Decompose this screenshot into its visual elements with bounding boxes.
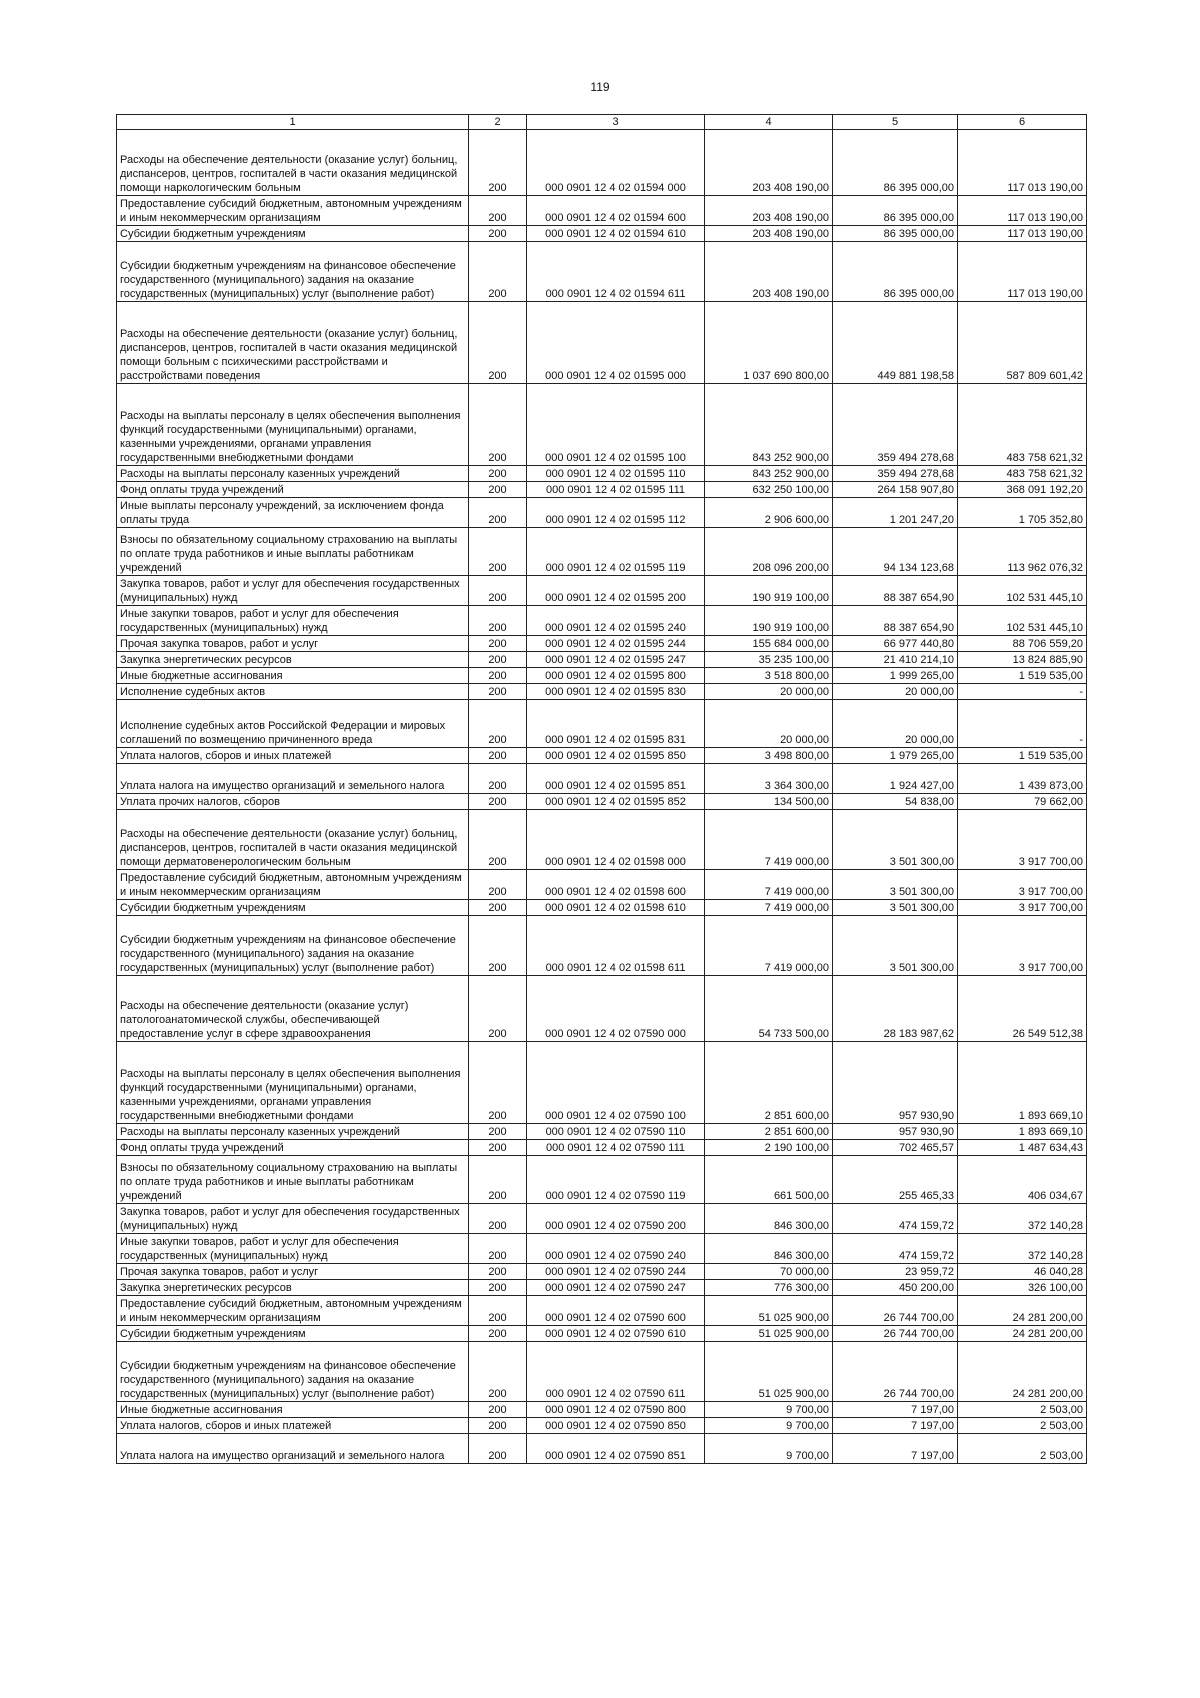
row-value-col4: 661 500,00 bbox=[705, 1156, 833, 1204]
row-name: Расходы на выплаты персоналу в целях обеспечения выполнения функций государственными (муниципальными) органами, казенными учреждениями, органами управления государственными внебюджетными фондами bbox=[117, 384, 469, 466]
row-name: Предоставление субсидий бюджетным, автономным учреждениям и иным некоммерческим организациям bbox=[117, 1296, 469, 1326]
row-admin-code: 200 bbox=[469, 466, 527, 482]
row-budget-code: 000 0901 12 4 02 01595 200 bbox=[527, 576, 705, 606]
column-header: 1 bbox=[117, 115, 469, 130]
row-value-col4: 203 408 190,00 bbox=[705, 226, 833, 242]
row-name: Иные закупки товаров, работ и услуг для обеспечения государственных (муниципальных) нужд bbox=[117, 1234, 469, 1264]
row-budget-code: 000 0901 12 4 02 07590 800 bbox=[527, 1402, 705, 1418]
row-admin-code: 200 bbox=[469, 900, 527, 916]
row-budget-code: 000 0901 12 4 02 01595 831 bbox=[527, 700, 705, 748]
row-admin-code: 200 bbox=[469, 130, 527, 196]
row-budget-code: 000 0901 12 4 02 01595 100 bbox=[527, 384, 705, 466]
row-value-col4: 2 190 100,00 bbox=[705, 1140, 833, 1156]
row-value-col6: 2 503,00 bbox=[958, 1434, 1087, 1464]
row-budget-code: 000 0901 12 4 02 01595 240 bbox=[527, 606, 705, 636]
row-budget-code: 000 0901 12 4 02 01595 247 bbox=[527, 652, 705, 668]
row-value-col5: 7 197,00 bbox=[833, 1434, 958, 1464]
row-value-col6: - bbox=[958, 684, 1087, 700]
row-budget-code: 000 0901 12 4 02 07590 851 bbox=[527, 1434, 705, 1464]
row-name: Расходы на обеспечение деятельности (оказание услуг) больниц, диспансеров, центров, госпиталей в части оказания медицинской помощи дерматовенерологическим больным bbox=[117, 810, 469, 870]
row-value-col6: 117 013 190,00 bbox=[958, 226, 1087, 242]
row-value-col6: 24 281 200,00 bbox=[958, 1342, 1087, 1402]
row-value-col6: 368 091 192,20 bbox=[958, 482, 1087, 498]
row-admin-code: 200 bbox=[469, 606, 527, 636]
row-admin-code: 200 bbox=[469, 1204, 527, 1234]
row-name: Фонд оплаты труда учреждений bbox=[117, 482, 469, 498]
row-value-col4: 1 037 690 800,00 bbox=[705, 302, 833, 384]
row-value-col6: 1 519 535,00 bbox=[958, 668, 1087, 684]
table-row bbox=[117, 482, 1087, 498]
row-admin-code: 200 bbox=[469, 764, 527, 794]
row-name: Субсидии бюджетным учреждениям на финансовое обеспечение государственного (муниципального) задания на оказание государственных (муниципальных) услуг (выполнение работ) bbox=[117, 916, 469, 976]
row-value-col6: - bbox=[958, 700, 1087, 748]
row-name: Закупка энергетических ресурсов bbox=[117, 1280, 469, 1296]
row-value-col5: 264 158 907,80 bbox=[833, 482, 958, 498]
table-row bbox=[117, 1402, 1087, 1418]
row-value-col6: 326 100,00 bbox=[958, 1280, 1087, 1296]
row-value-col5: 702 465,57 bbox=[833, 1140, 958, 1156]
row-value-col5: 474 159,72 bbox=[833, 1234, 958, 1264]
table-row bbox=[117, 976, 1087, 1042]
row-budget-code: 000 0901 12 4 02 01595 850 bbox=[527, 748, 705, 764]
table-row bbox=[117, 498, 1087, 528]
row-value-col5: 86 395 000,00 bbox=[833, 226, 958, 242]
row-name: Закупка энергетических ресурсов bbox=[117, 652, 469, 668]
row-name: Взносы по обязательному социальному страхованию на выплаты по оплате труда работников и иные выплаты работникам учреждений bbox=[117, 1156, 469, 1204]
row-value-col5: 255 465,33 bbox=[833, 1156, 958, 1204]
row-value-col4: 7 419 000,00 bbox=[705, 916, 833, 976]
table-row bbox=[117, 1140, 1087, 1156]
row-value-col6: 113 962 076,32 bbox=[958, 528, 1087, 576]
table-row bbox=[117, 668, 1087, 684]
row-name: Иные бюджетные ассигнования bbox=[117, 668, 469, 684]
table-body bbox=[117, 130, 1087, 1464]
row-name: Уплата прочих налогов, сборов bbox=[117, 794, 469, 810]
table-row bbox=[117, 652, 1087, 668]
row-value-col4: 51 025 900,00 bbox=[705, 1342, 833, 1402]
row-name: Субсидии бюджетным учреждениям bbox=[117, 900, 469, 916]
row-admin-code: 200 bbox=[469, 242, 527, 302]
row-name: Прочая закупка товаров, работ и услуг bbox=[117, 636, 469, 652]
row-name: Расходы на выплаты персоналу казенных учреждений bbox=[117, 466, 469, 482]
row-name: Иные выплаты персоналу учреждений, за исключением фонда оплаты труда bbox=[117, 498, 469, 528]
row-value-col6: 117 013 190,00 bbox=[958, 242, 1087, 302]
table-row bbox=[117, 1434, 1087, 1464]
row-admin-code: 200 bbox=[469, 1326, 527, 1342]
row-budget-code: 000 0901 12 4 02 01594 000 bbox=[527, 130, 705, 196]
row-admin-code: 200 bbox=[469, 384, 527, 466]
row-admin-code: 200 bbox=[469, 302, 527, 384]
row-value-col4: 843 252 900,00 bbox=[705, 466, 833, 482]
row-value-col4: 51 025 900,00 bbox=[705, 1326, 833, 1342]
row-value-col4: 3 364 300,00 bbox=[705, 764, 833, 794]
row-admin-code: 200 bbox=[469, 1402, 527, 1418]
row-admin-code: 200 bbox=[469, 1140, 527, 1156]
row-name: Субсидии бюджетным учреждениям на финансовое обеспечение государственного (муниципального) задания на оказание государственных (муниципальных) услуг (выполнение работ) bbox=[117, 1342, 469, 1402]
row-value-col6: 1 487 634,43 bbox=[958, 1140, 1087, 1156]
row-value-col4: 9 700,00 bbox=[705, 1402, 833, 1418]
row-budget-code: 000 0901 12 4 02 07590 000 bbox=[527, 976, 705, 1042]
row-admin-code: 200 bbox=[469, 482, 527, 498]
table-row bbox=[117, 606, 1087, 636]
row-name: Уплата налога на имущество организаций и земельного налога bbox=[117, 764, 469, 794]
row-name: Фонд оплаты труда учреждений bbox=[117, 1140, 469, 1156]
row-value-col6: 372 140,28 bbox=[958, 1234, 1087, 1264]
row-value-col6: 2 503,00 bbox=[958, 1402, 1087, 1418]
row-value-col6: 3 917 700,00 bbox=[958, 900, 1087, 916]
row-budget-code: 000 0901 12 4 02 07590 610 bbox=[527, 1326, 705, 1342]
row-budget-code: 000 0901 12 4 02 01595 800 bbox=[527, 668, 705, 684]
table-row bbox=[117, 794, 1087, 810]
table-row bbox=[117, 1296, 1087, 1326]
row-value-col6: 587 809 601,42 bbox=[958, 302, 1087, 384]
row-value-col5: 21 410 214,10 bbox=[833, 652, 958, 668]
row-admin-code: 200 bbox=[469, 1418, 527, 1434]
row-name: Субсидии бюджетным учреждениям bbox=[117, 226, 469, 242]
row-value-col6: 483 758 621,32 bbox=[958, 384, 1087, 466]
row-value-col6: 1 893 669,10 bbox=[958, 1042, 1087, 1124]
row-name: Уплата налогов, сборов и иных платежей bbox=[117, 1418, 469, 1434]
row-value-col4: 843 252 900,00 bbox=[705, 384, 833, 466]
row-value-col4: 51 025 900,00 bbox=[705, 1296, 833, 1326]
row-admin-code: 200 bbox=[469, 668, 527, 684]
row-value-col5: 1 201 247,20 bbox=[833, 498, 958, 528]
row-value-col5: 3 501 300,00 bbox=[833, 916, 958, 976]
row-value-col4: 70 000,00 bbox=[705, 1264, 833, 1280]
row-value-col5: 359 494 278,68 bbox=[833, 466, 958, 482]
row-name: Субсидии бюджетным учреждениям bbox=[117, 1326, 469, 1342]
table-row bbox=[117, 1418, 1087, 1434]
row-value-col6: 1 705 352,80 bbox=[958, 498, 1087, 528]
row-value-col4: 20 000,00 bbox=[705, 684, 833, 700]
row-budget-code: 000 0901 12 4 02 07590 200 bbox=[527, 1204, 705, 1234]
table-row bbox=[117, 1326, 1087, 1342]
row-value-col4: 203 408 190,00 bbox=[705, 130, 833, 196]
row-admin-code: 200 bbox=[469, 1156, 527, 1204]
row-budget-code: 000 0901 12 4 02 01595 000 bbox=[527, 302, 705, 384]
row-admin-code: 200 bbox=[469, 794, 527, 810]
row-value-col4: 190 919 100,00 bbox=[705, 576, 833, 606]
budget-table bbox=[116, 114, 1087, 1464]
row-value-col5: 449 881 198,58 bbox=[833, 302, 958, 384]
row-value-col5: 957 930,90 bbox=[833, 1042, 958, 1124]
row-value-col6: 13 824 885,90 bbox=[958, 652, 1087, 668]
row-name: Иные бюджетные ассигнования bbox=[117, 1402, 469, 1418]
row-value-col6: 406 034,67 bbox=[958, 1156, 1087, 1204]
row-budget-code: 000 0901 12 4 02 01598 610 bbox=[527, 900, 705, 916]
row-value-col6: 46 040,28 bbox=[958, 1264, 1087, 1280]
table-row bbox=[117, 196, 1087, 226]
row-admin-code: 200 bbox=[469, 1042, 527, 1124]
row-value-col4: 846 300,00 bbox=[705, 1204, 833, 1234]
row-name: Уплата налога на имущество организаций и земельного налога bbox=[117, 1434, 469, 1464]
row-value-col6: 24 281 200,00 bbox=[958, 1326, 1087, 1342]
row-name: Уплата налогов, сборов и иных платежей bbox=[117, 748, 469, 764]
table-row bbox=[117, 242, 1087, 302]
row-value-col4: 208 096 200,00 bbox=[705, 528, 833, 576]
row-name: Расходы на обеспечение деятельности (оказание услуг) больниц, диспансеров, центров, госпиталей в части оказания медицинской помощи наркологическим больным bbox=[117, 130, 469, 196]
row-admin-code: 200 bbox=[469, 810, 527, 870]
row-value-col4: 35 235 100,00 bbox=[705, 652, 833, 668]
row-budget-code: 000 0901 12 4 02 01595 244 bbox=[527, 636, 705, 652]
row-budget-code: 000 0901 12 4 02 07590 247 bbox=[527, 1280, 705, 1296]
row-value-col5: 1 924 427,00 bbox=[833, 764, 958, 794]
column-header: 2 bbox=[469, 115, 527, 130]
row-value-col6: 1 893 669,10 bbox=[958, 1124, 1087, 1140]
column-header: 3 bbox=[527, 115, 705, 130]
table-row bbox=[117, 1204, 1087, 1234]
row-budget-code: 000 0901 12 4 02 01598 600 bbox=[527, 870, 705, 900]
row-value-col4: 7 419 000,00 bbox=[705, 870, 833, 900]
row-name: Расходы на обеспечение деятельности (оказание услуг) патологоанатомической службы, обеспечивающей предоставление услуг в сфере здравоохранения bbox=[117, 976, 469, 1042]
row-value-col4: 9 700,00 bbox=[705, 1418, 833, 1434]
row-admin-code: 200 bbox=[469, 196, 527, 226]
row-value-col4: 632 250 100,00 bbox=[705, 482, 833, 498]
row-budget-code: 000 0901 12 4 02 01598 611 bbox=[527, 916, 705, 976]
table-row bbox=[117, 226, 1087, 242]
row-value-col5: 3 501 300,00 bbox=[833, 810, 958, 870]
row-value-col5: 474 159,72 bbox=[833, 1204, 958, 1234]
row-value-col4: 846 300,00 bbox=[705, 1234, 833, 1264]
table-row bbox=[117, 1156, 1087, 1204]
row-value-col4: 203 408 190,00 bbox=[705, 196, 833, 226]
row-admin-code: 200 bbox=[469, 748, 527, 764]
row-name: Расходы на обеспечение деятельности (оказание услуг) больниц, диспансеров, центров, госпиталей в части оказания медицинской помощи больным с психическими расстройствами и расстройствами поведения bbox=[117, 302, 469, 384]
row-value-col4: 2 906 600,00 bbox=[705, 498, 833, 528]
row-value-col5: 88 387 654,90 bbox=[833, 606, 958, 636]
table-row bbox=[117, 916, 1087, 976]
row-value-col4: 190 919 100,00 bbox=[705, 606, 833, 636]
row-budget-code: 000 0901 12 4 02 01594 611 bbox=[527, 242, 705, 302]
row-value-col6: 102 531 445,10 bbox=[958, 576, 1087, 606]
table-row bbox=[117, 466, 1087, 482]
row-value-col5: 359 494 278,68 bbox=[833, 384, 958, 466]
page-number: 119 bbox=[590, 80, 610, 94]
row-value-col4: 3 518 800,00 bbox=[705, 668, 833, 684]
row-name: Взносы по обязательному социальному страхованию на выплаты по оплате труда работников и иные выплаты работникам учреждений bbox=[117, 528, 469, 576]
row-admin-code: 200 bbox=[469, 1124, 527, 1140]
row-name: Исполнение судебных актов Российской Федерации и мировых соглашений по возмещению причиненного вреда bbox=[117, 700, 469, 748]
row-value-col4: 54 733 500,00 bbox=[705, 976, 833, 1042]
row-admin-code: 200 bbox=[469, 870, 527, 900]
row-budget-code: 000 0901 12 4 02 07590 850 bbox=[527, 1418, 705, 1434]
header-row bbox=[117, 115, 1087, 130]
row-value-col6: 3 917 700,00 bbox=[958, 916, 1087, 976]
row-value-col5: 7 197,00 bbox=[833, 1402, 958, 1418]
row-value-col4: 155 684 000,00 bbox=[705, 636, 833, 652]
table-row bbox=[117, 302, 1087, 384]
row-budget-code: 000 0901 12 4 02 01595 112 bbox=[527, 498, 705, 528]
row-value-col4: 7 419 000,00 bbox=[705, 900, 833, 916]
table-row bbox=[117, 576, 1087, 606]
row-value-col5: 94 134 123,68 bbox=[833, 528, 958, 576]
row-budget-code: 000 0901 12 4 02 07590 240 bbox=[527, 1234, 705, 1264]
table-row bbox=[117, 130, 1087, 196]
row-budget-code: 000 0901 12 4 02 01595 851 bbox=[527, 764, 705, 794]
row-budget-code: 000 0901 12 4 02 01598 000 bbox=[527, 810, 705, 870]
row-value-col6: 3 917 700,00 bbox=[958, 870, 1087, 900]
row-value-col5: 450 200,00 bbox=[833, 1280, 958, 1296]
column-header: 6 bbox=[958, 115, 1087, 130]
table-row bbox=[117, 384, 1087, 466]
row-value-col5: 86 395 000,00 bbox=[833, 196, 958, 226]
row-budget-code: 000 0901 12 4 02 07590 244 bbox=[527, 1264, 705, 1280]
table-row bbox=[117, 1264, 1087, 1280]
row-value-col5: 3 501 300,00 bbox=[833, 870, 958, 900]
row-value-col5: 20 000,00 bbox=[833, 684, 958, 700]
row-admin-code: 200 bbox=[469, 226, 527, 242]
row-value-col5: 88 387 654,90 bbox=[833, 576, 958, 606]
table-row bbox=[117, 1342, 1087, 1402]
row-value-col5: 66 977 440,80 bbox=[833, 636, 958, 652]
row-budget-code: 000 0901 12 4 02 01595 830 bbox=[527, 684, 705, 700]
row-admin-code: 200 bbox=[469, 1280, 527, 1296]
row-budget-code: 000 0901 12 4 02 01595 119 bbox=[527, 528, 705, 576]
row-admin-code: 200 bbox=[469, 498, 527, 528]
row-value-col6: 2 503,00 bbox=[958, 1418, 1087, 1434]
row-admin-code: 200 bbox=[469, 1434, 527, 1464]
row-name: Предоставление субсидий бюджетным, автономным учреждениям и иным некоммерческим организациям bbox=[117, 870, 469, 900]
row-value-col5: 86 395 000,00 bbox=[833, 242, 958, 302]
row-value-col6: 372 140,28 bbox=[958, 1204, 1087, 1234]
column-header: 4 bbox=[705, 115, 833, 130]
row-admin-code: 200 bbox=[469, 684, 527, 700]
row-value-col5: 28 183 987,62 bbox=[833, 976, 958, 1042]
row-value-col5: 1 999 265,00 bbox=[833, 668, 958, 684]
row-value-col4: 776 300,00 bbox=[705, 1280, 833, 1296]
row-name: Субсидии бюджетным учреждениям на финансовое обеспечение государственного (муниципального) задания на оказание государственных (муниципальных) услуг (выполнение работ) bbox=[117, 242, 469, 302]
row-value-col6: 1 519 535,00 bbox=[958, 748, 1087, 764]
row-value-col4: 9 700,00 bbox=[705, 1434, 833, 1464]
row-admin-code: 200 bbox=[469, 528, 527, 576]
row-admin-code: 200 bbox=[469, 636, 527, 652]
table-row bbox=[117, 1124, 1087, 1140]
table-row bbox=[117, 684, 1087, 700]
table-row bbox=[117, 1234, 1087, 1264]
row-budget-code: 000 0901 12 4 02 07590 600 bbox=[527, 1296, 705, 1326]
row-budget-code: 000 0901 12 4 02 07590 119 bbox=[527, 1156, 705, 1204]
row-admin-code: 200 bbox=[469, 976, 527, 1042]
row-budget-code: 000 0901 12 4 02 07590 111 bbox=[527, 1140, 705, 1156]
table-row bbox=[117, 764, 1087, 794]
row-budget-code: 000 0901 12 4 02 01595 110 bbox=[527, 466, 705, 482]
row-value-col5: 26 744 700,00 bbox=[833, 1342, 958, 1402]
table-row bbox=[117, 810, 1087, 870]
row-value-col4: 3 498 800,00 bbox=[705, 748, 833, 764]
row-value-col4: 2 851 600,00 bbox=[705, 1042, 833, 1124]
row-name: Расходы на выплаты персоналу казенных учреждений bbox=[117, 1124, 469, 1140]
row-value-col4: 203 408 190,00 bbox=[705, 242, 833, 302]
row-value-col4: 7 419 000,00 bbox=[705, 810, 833, 870]
table-row bbox=[117, 900, 1087, 916]
row-value-col4: 2 851 600,00 bbox=[705, 1124, 833, 1140]
row-value-col6: 117 013 190,00 bbox=[958, 130, 1087, 196]
row-admin-code: 200 bbox=[469, 916, 527, 976]
row-value-col6: 102 531 445,10 bbox=[958, 606, 1087, 636]
row-admin-code: 200 bbox=[469, 652, 527, 668]
row-budget-code: 000 0901 12 4 02 07590 100 bbox=[527, 1042, 705, 1124]
row-name: Прочая закупка товаров, работ и услуг bbox=[117, 1264, 469, 1280]
row-admin-code: 200 bbox=[469, 1342, 527, 1402]
row-value-col4: 20 000,00 bbox=[705, 700, 833, 748]
row-budget-code: 000 0901 12 4 02 07590 110 bbox=[527, 1124, 705, 1140]
row-value-col5: 20 000,00 bbox=[833, 700, 958, 748]
row-value-col6: 117 013 190,00 bbox=[958, 196, 1087, 226]
row-admin-code: 200 bbox=[469, 1234, 527, 1264]
row-budget-code: 000 0901 12 4 02 01595 852 bbox=[527, 794, 705, 810]
column-header: 5 bbox=[833, 115, 958, 130]
table-row bbox=[117, 528, 1087, 576]
row-name: Расходы на выплаты персоналу в целях обеспечения выполнения функций государственными (муниципальными) органами, казенными учреждениями, органами управления государственными внебюджетными фондами bbox=[117, 1042, 469, 1124]
table-row bbox=[117, 636, 1087, 652]
row-value-col5: 86 395 000,00 bbox=[833, 130, 958, 196]
row-value-col5: 3 501 300,00 bbox=[833, 900, 958, 916]
row-name: Закупка товаров, работ и услуг для обеспечения государственных (муниципальных) нужд bbox=[117, 1204, 469, 1234]
table-row bbox=[117, 700, 1087, 748]
row-value-col6: 3 917 700,00 bbox=[958, 810, 1087, 870]
table-row bbox=[117, 870, 1087, 900]
row-budget-code: 000 0901 12 4 02 01594 600 bbox=[527, 196, 705, 226]
table-row bbox=[117, 1280, 1087, 1296]
row-value-col5: 23 959,72 bbox=[833, 1264, 958, 1280]
row-value-col6: 1 439 873,00 bbox=[958, 764, 1087, 794]
row-admin-code: 200 bbox=[469, 1264, 527, 1280]
row-value-col6: 24 281 200,00 bbox=[958, 1296, 1087, 1326]
row-budget-code: 000 0901 12 4 02 01595 111 bbox=[527, 482, 705, 498]
row-budget-code: 000 0901 12 4 02 01594 610 bbox=[527, 226, 705, 242]
row-value-col5: 7 197,00 bbox=[833, 1418, 958, 1434]
row-budget-code: 000 0901 12 4 02 07590 611 bbox=[527, 1342, 705, 1402]
row-admin-code: 200 bbox=[469, 1296, 527, 1326]
row-value-col6: 88 706 559,20 bbox=[958, 636, 1087, 652]
row-value-col4: 134 500,00 bbox=[705, 794, 833, 810]
row-name: Предоставление субсидий бюджетным, автономным учреждениям и иным некоммерческим организациям bbox=[117, 196, 469, 226]
row-name: Исполнение судебных актов bbox=[117, 684, 469, 700]
table-row bbox=[117, 748, 1087, 764]
row-admin-code: 200 bbox=[469, 576, 527, 606]
row-value-col5: 1 979 265,00 bbox=[833, 748, 958, 764]
row-admin-code: 200 bbox=[469, 700, 527, 748]
row-name: Иные закупки товаров, работ и услуг для обеспечения государственных (муниципальных) нужд bbox=[117, 606, 469, 636]
row-value-col6: 26 549 512,38 bbox=[958, 976, 1087, 1042]
row-name: Закупка товаров, работ и услуг для обеспечения государственных (муниципальных) нужд bbox=[117, 576, 469, 606]
row-value-col5: 26 744 700,00 bbox=[833, 1296, 958, 1326]
row-value-col6: 483 758 621,32 bbox=[958, 466, 1087, 482]
row-value-col5: 957 930,90 bbox=[833, 1124, 958, 1140]
row-value-col6: 79 662,00 bbox=[958, 794, 1087, 810]
row-value-col5: 54 838,00 bbox=[833, 794, 958, 810]
row-value-col5: 26 744 700,00 bbox=[833, 1326, 958, 1342]
table-row bbox=[117, 1042, 1087, 1124]
